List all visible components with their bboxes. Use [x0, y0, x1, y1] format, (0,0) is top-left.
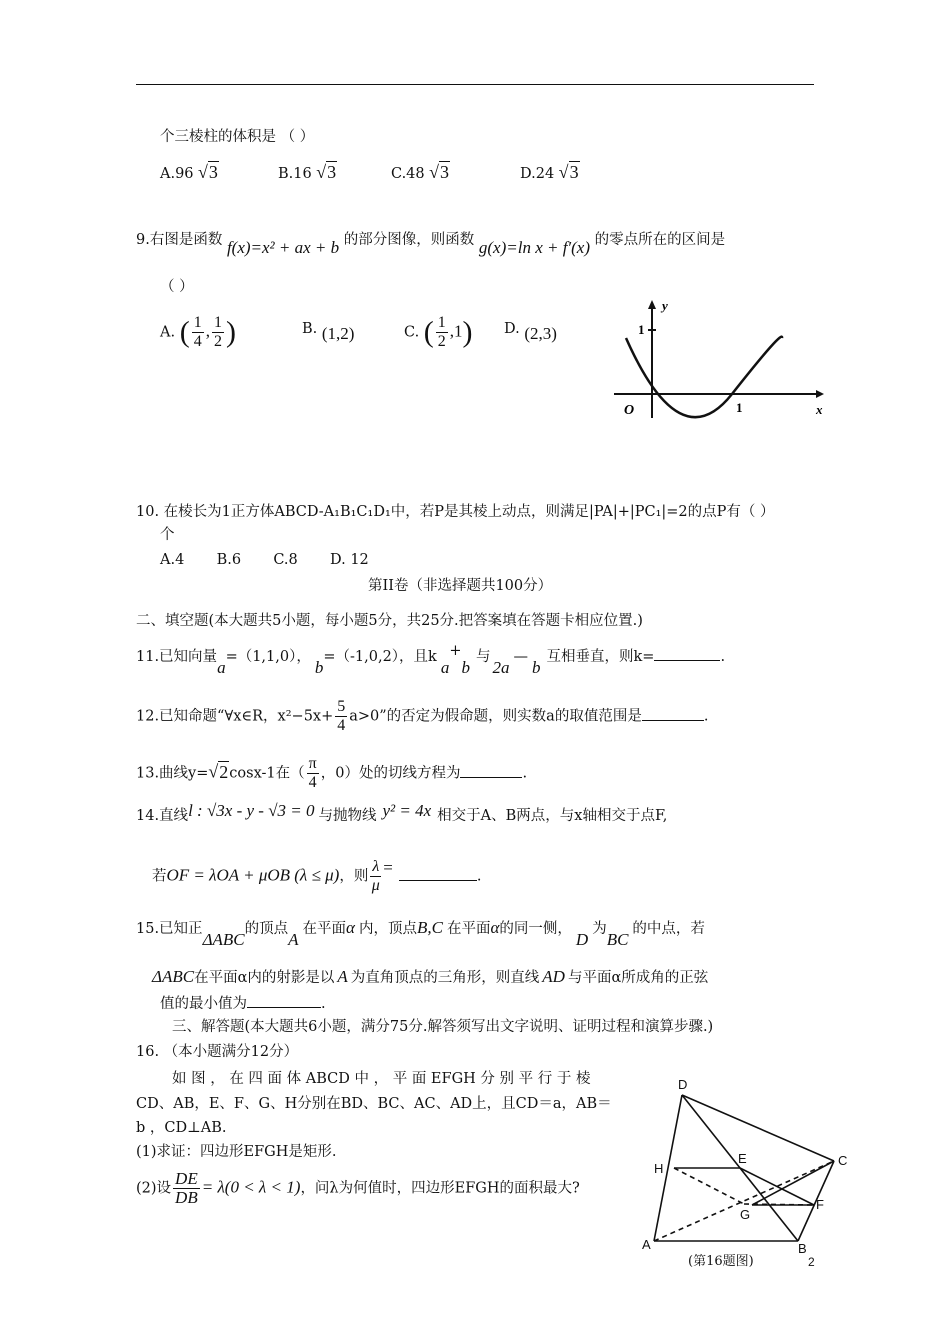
label-C: C [838, 1153, 848, 1168]
q12-stem: 12.已知命题“∀x∈R，x²−5x+ $\frac{5}{4}$ a>0”的否定为假命题，则实数a的取值范围是 . [136, 698, 709, 734]
label-D: D [678, 1077, 688, 1092]
section3-title: 三、解答题(本大题共6小题，满分75分.解答须写出文字说明、证明过程和演算步骤.) [172, 1019, 714, 1035]
x-axis-arrow [816, 390, 824, 398]
label-B: B [798, 1241, 807, 1256]
y-axis-arrow [648, 300, 656, 309]
q14-stem-1: 14.直线l : √3x - y - √3 = 0 与抛物线 y² = 4x 相交于A、B两点，与x轴相交于点F, [136, 801, 668, 824]
q8-stem: 个三棱柱的体积是 （ ） [160, 129, 315, 145]
q9-parabola-graph [610, 290, 830, 430]
segment-HG [674, 1168, 744, 1204]
q8-option-a: A.96 √3 [160, 162, 218, 182]
q15-stem-1: 15.已知正ΔABC的顶点A在平面α 内，顶点B,C 在平面α的同一侧，D为BC的中点，若 [136, 918, 705, 949]
page-number: 2 [808, 1255, 815, 1269]
q16-title: 16. （本小题满分12分） [136, 1044, 299, 1060]
parabola-curve [626, 337, 782, 417]
q9-option-a: A. ( $\frac{1}{4}$ , $\frac{1}{2}$ ) [160, 314, 236, 350]
header-rule [136, 84, 814, 85]
q9-option-c: C. ( $\frac{1}{2}$ ,1) [404, 314, 473, 350]
y-axis-label: y [662, 298, 668, 313]
label-G: G [740, 1207, 751, 1222]
edge-DC [682, 1095, 834, 1161]
q9-option-d: D. (2,3) [504, 321, 557, 343]
part2-title: 第II卷（非选择题共100分） [368, 578, 553, 594]
q16-line-1: 如 图 ， 在 四 面 体 ABCD 中 ， 平 面 EFGH 分 别 平 行 于 棱 [172, 1071, 591, 1087]
section2-title: 二、填空题(本大题共5小题，每小题5分，共25分.把答案填在答题卡相应位置.) [136, 613, 643, 629]
segment-EF [740, 1168, 814, 1205]
q8-option-c: C.48 √3 [391, 162, 450, 182]
q14-stem-2: 若OF = λOA + μOB (λ ≤ μ)，则 $\frac{\lambda}{\mu}$ = . [152, 857, 482, 894]
label-H: H [654, 1161, 664, 1176]
label-E: E [738, 1151, 747, 1166]
q16-part-1: (1)求证：四边形EFGH是矩形. [136, 1144, 337, 1160]
q10-stem: 10. 在棱长为1正方体ABCD-A₁B₁C₁D₁中，若P是其棱上动点，则满足|PA|+|PC₁|=2的点P有（ ） [136, 504, 775, 520]
q15-stem-3: 值的最小值为 . [160, 996, 326, 1012]
q9-stem: 9.右图是函数 f(x)=x² + ax + b 的部分图像，则函数 g(x)=ln x + f′(x) 的零点所在的区间是 [136, 232, 726, 257]
label-A: A [642, 1237, 651, 1252]
q15-stem-2: ΔABC在平面α内的射影是以 A 为直角顶点的三角形，则直线 AD 与平面α所成角的正弦 [152, 967, 709, 986]
x-one-label: 1 [736, 400, 743, 415]
q10-options: A.4 B.6 C.8 D. 12 [160, 552, 369, 568]
q16-part-2: (2)设 $\frac{DE}{DB}$ = λ(0 < λ < 1)，问λ为何值时，四边形EFGH的面积最大? [136, 1169, 580, 1207]
q16-tetrahedron-figure [640, 1075, 860, 1275]
x-axis-label: x [816, 402, 823, 417]
q11-stem: 11.已知向量a=（1,1,0），b=（-1,0,2），且ka+b与2a—b互相垂直，则k= . [136, 643, 726, 677]
q9-paren: （ ） [160, 279, 194, 295]
q8-option-d: D.24 √3 [520, 162, 579, 182]
y-one-label: 1 [638, 322, 645, 337]
q10-cont: 个 [160, 527, 175, 543]
q13-stem: 13.曲线y=√2cosx-1在（ $\frac{\pi}{4}$ ，0）处的切线方程为 . [136, 755, 528, 791]
q16-figure-caption: (第16题图) [688, 1254, 754, 1269]
q16-line-3: b ，CD⊥AB. [136, 1120, 227, 1136]
origin-label: O [624, 403, 635, 418]
q9-option-b: B. (1,2) [302, 321, 355, 343]
q16-line-2: CD、AB，E、F、G、H分别在BD、BC、AC、AD上，且CD＝a，AB＝ [136, 1096, 612, 1112]
q8-option-b: B.16 √3 [278, 162, 337, 182]
label-F: F [816, 1197, 824, 1212]
